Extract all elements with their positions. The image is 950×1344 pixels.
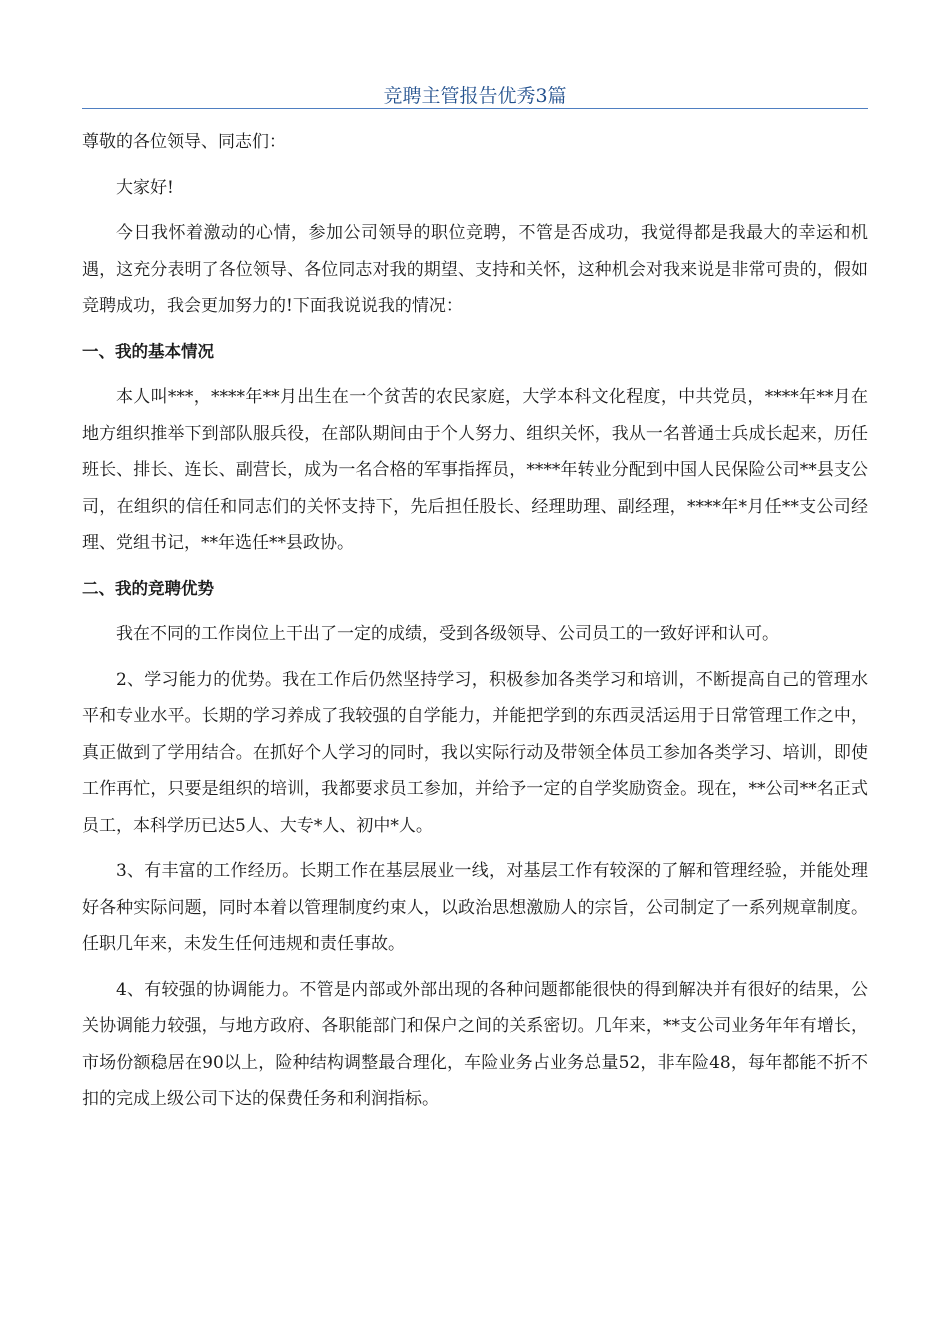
advantage-coordination-paragraph: 4、有较强的协调能力。不管是内部或外部出现的各种问题都能很快的得到解决并有很好的结果，公关协调能力较强，与地方政府、各职能部门和保户之间的关系密切。几年来，**支公司业务年年有增长，市场份额稳居在90以上，险种结构调整最合理化，车险业务占业务总量52，非车险48，每年都能不折不扣的完成上级公司下达的保费任务和利润指标。 <box>82 979 868 1109</box>
document-title: 竞聘主管报告优秀3篇 <box>383 85 567 107</box>
document-body <box>82 124 868 1118</box>
section-heading-basic-info: 一、我的基本情况 <box>82 341 214 361</box>
greeting: 大家好! <box>116 177 174 198</box>
advantage-experience-paragraph: 3、有丰富的工作经历。长期工作在基层展业一线，对基层工作有较深的了解和管理经验，并能处理好各种实际问题，同时本着以管理制度约束人，以政治思想激励人的宗旨，公司制定了一系列规章制度。任职几年来，未发生任何违规和责任事故。 <box>82 861 868 954</box>
advantage-learning-paragraph: 2、学习能力的优势。我在工作后仍然坚持学习，积极参加各类学习和培训，不断提高自己的管理水平和专业水平。长期的学习养成了我较强的自学能力，并能把学到的东西灵活运用于日常管理工作之中，真正做到了学用结合。在抓好个人学习的同时，我以实际行动及带领全体员工参加各类学习、培训，即使工作再忙，只要是组织的培训，我都要求员工参加，并给予一定的自学奖励资金。现在，**公司**名正式员工，本科学历已达5人、大专*人、初中*人。 <box>82 669 868 836</box>
advantages-intro-paragraph: 我在不同的工作岗位上干出了一定的成绩，受到各级领导、公司员工的一致好评和认可。 <box>116 624 779 644</box>
basic-info-paragraph: 本人叫***，****年**月出生在一个贫苦的农民家庭，大学本科文化程度，中共党员，****年**月在地方组织推举下到部队服兵役，在部队期间由于个人努力、组织关怀，我从一名普通士兵成长起来，历任班长、排长、连长、副营长，成为一名合格的军事指挥员，****年转业分配到中国人民保险公司**县支公司，在组织的信任和同志们的关怀支持下，先后担任股长、经理助理、副经理，****年*月任**支公司经理、党组书记，**年选任**县政协。 <box>82 387 868 553</box>
title-divider <box>82 108 868 109</box>
intro-paragraph: 今日我怀着激动的心情，参加公司领导的职位竞聘，不管是否成功，我觉得都是我最大的幸运和机遇，这充分表明了各位领导、各位同志对我的期望、支持和关怀，这种机会对我来说是非常可贵的，假如竞聘成功，我会更加努力的!下面我说说我的情况： <box>82 223 868 316</box>
section-heading-advantages: 二、我的竞聘优势 <box>82 578 214 598</box>
salutation: 尊敬的各位领导、同志们： <box>82 132 286 152</box>
